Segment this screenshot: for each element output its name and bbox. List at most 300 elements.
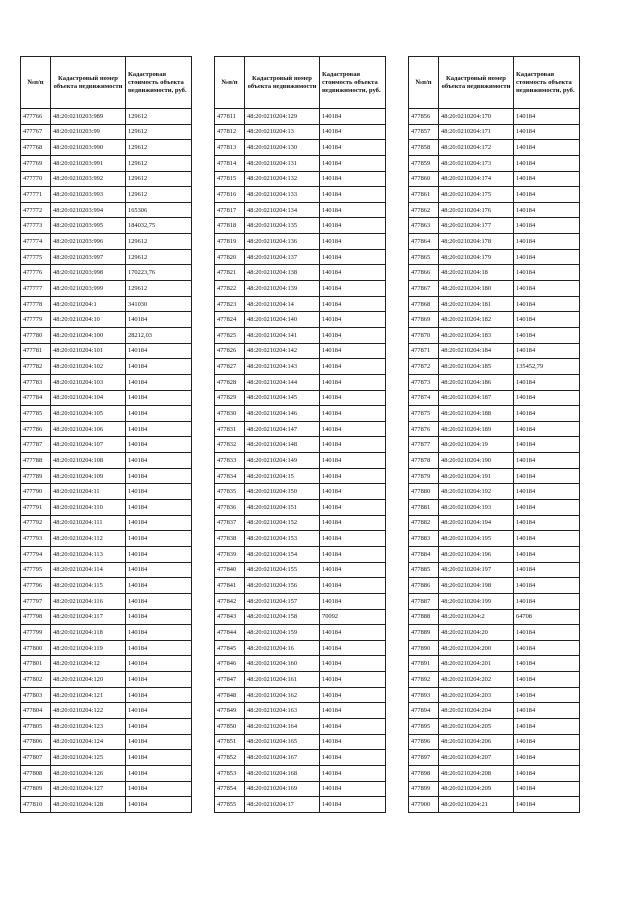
table-row [409, 578, 580, 594]
header-row [409, 57, 580, 109]
row-number: 477833 [215, 453, 245, 469]
row-number: 477841 [215, 578, 245, 594]
cadastral-number: 48:20:0210204:117 [51, 609, 126, 625]
cadastral-cost: 140184 [514, 109, 580, 125]
cadastral-number: 48:20:0210203:997 [51, 249, 126, 265]
cadastral-cost: 129612 [126, 155, 192, 171]
cadastral-number: 48:20:0210204:197 [439, 562, 514, 578]
table-row [215, 500, 386, 516]
cadastral-cost: 140184 [126, 453, 192, 469]
row-number: 477828 [215, 374, 245, 390]
cadastral-number: 48:20:0210204:180 [439, 281, 514, 297]
table-row [21, 593, 192, 609]
table-row [409, 140, 580, 156]
table-row [215, 640, 386, 656]
cadastral-number: 48:20:0210204:19 [439, 437, 514, 453]
cadastral-number: 48:20:0210204:145 [245, 390, 320, 406]
row-number: 477812 [215, 124, 245, 140]
table-row [215, 672, 386, 688]
cadastral-cost: 140184 [126, 672, 192, 688]
cadastral-cost: 140184 [320, 687, 386, 703]
cadastral-number: 48:20:0210204:162 [245, 687, 320, 703]
cadastral-cost: 140184 [126, 437, 192, 453]
table-row [409, 750, 580, 766]
cadastral-cost: 140184 [320, 468, 386, 484]
table-row [409, 359, 580, 375]
cadastral-cost: 140184 [126, 500, 192, 516]
cadastral-number: 48:20:0210204:164 [245, 718, 320, 734]
row-number: 477888 [409, 609, 439, 625]
table-row [409, 374, 580, 390]
row-number: 477767 [21, 124, 51, 140]
row-number: 477878 [409, 453, 439, 469]
row-number: 477789 [21, 468, 51, 484]
row-number: 477773 [21, 218, 51, 234]
table-row [21, 750, 192, 766]
table-row [215, 374, 386, 390]
cadastral-number: 48:20:0210204:154 [245, 546, 320, 562]
table-row [21, 171, 192, 187]
table-row [21, 155, 192, 171]
cadastral-cost: 135452,79 [514, 359, 580, 375]
table-row [215, 202, 386, 218]
cadastral-cost: 140184 [514, 531, 580, 547]
cadastral-number: 48:20:0210204:178 [439, 234, 514, 250]
cadastral-number: 48:20:0210204:167 [245, 750, 320, 766]
row-number: 477880 [409, 484, 439, 500]
cadastral-number: 48:20:0210204:203 [439, 687, 514, 703]
row-number: 477836 [215, 500, 245, 516]
row-number: 477792 [21, 515, 51, 531]
cadastral-cost: 140184 [126, 468, 192, 484]
cadastral-number: 48:20:0210204:206 [439, 734, 514, 750]
row-number: 477890 [409, 640, 439, 656]
cadastral-cost: 140184 [320, 374, 386, 390]
cadastral-number: 48:20:0210203:992 [51, 171, 126, 187]
cadastral-cost: 129612 [126, 124, 192, 140]
cadastral-cost: 140184 [320, 187, 386, 203]
row-number: 477799 [21, 625, 51, 641]
cadastral-number: 48:20:0210204:189 [439, 421, 514, 437]
table-row [409, 155, 580, 171]
table-row [215, 234, 386, 250]
cadastral-cost: 140184 [514, 765, 580, 781]
cadastral-cost: 140184 [320, 390, 386, 406]
table-row [215, 546, 386, 562]
cadastral-number: 48:20:0210204:13 [245, 124, 320, 140]
row-number: 477804 [21, 703, 51, 719]
cadastral-number: 48:20:0210204:14 [245, 296, 320, 312]
table-row [409, 468, 580, 484]
cadastral-cost: 140184 [320, 109, 386, 125]
cadastral-number: 48:20:0210204:109 [51, 468, 126, 484]
cadastral-number: 48:20:0210204:127 [51, 781, 126, 797]
table-row [215, 625, 386, 641]
cadastral-number: 48:20:0210204:205 [439, 718, 514, 734]
row-number: 477811 [215, 109, 245, 125]
cadastral-number: 48:20:0210204:174 [439, 171, 514, 187]
row-number: 477801 [21, 656, 51, 672]
cadastral-number: 48:20:0210204:20 [439, 625, 514, 641]
header-cadastral-cost: Кадастровая стоимость объекта недвижимости, руб. [126, 57, 192, 109]
cadastral-cost: 140184 [514, 781, 580, 797]
table-row [215, 343, 386, 359]
cadastral-number: 48:20:0210204:120 [51, 672, 126, 688]
table-row [21, 703, 192, 719]
cadastral-number: 48:20:0210204:116 [51, 593, 126, 609]
table-row [409, 327, 580, 343]
table-row [409, 265, 580, 281]
cadastral-cost: 140184 [514, 155, 580, 171]
row-number: 477820 [215, 249, 245, 265]
row-number: 477853 [215, 765, 245, 781]
cadastral-cost: 129612 [126, 171, 192, 187]
cadastral-cost: 140184 [126, 390, 192, 406]
cadastral-cost: 140184 [320, 437, 386, 453]
cadastral-cost: 165306 [126, 202, 192, 218]
cadastral-number: 48:20:0210204:147 [245, 421, 320, 437]
table-row [215, 797, 386, 813]
cadastral-cost: 140184 [320, 703, 386, 719]
row-number: 477837 [215, 515, 245, 531]
cadastral-number: 48:20:0210204:183 [439, 327, 514, 343]
row-number: 477813 [215, 140, 245, 156]
row-number: 477839 [215, 546, 245, 562]
cadastral-number: 48:20:0210204:2 [439, 609, 514, 625]
table-row [409, 249, 580, 265]
row-number: 477834 [215, 468, 245, 484]
table-row [21, 578, 192, 594]
row-number: 477869 [409, 312, 439, 328]
cadastral-number: 48:20:0210204:122 [51, 703, 126, 719]
cadastral-number: 48:20:0210204:175 [439, 187, 514, 203]
cadastral-cost: 140184 [514, 453, 580, 469]
cadastral-number: 48:20:0210204:137 [245, 249, 320, 265]
table-row [21, 640, 192, 656]
cadastral-cost: 140184 [514, 234, 580, 250]
cadastral-cost: 140184 [320, 578, 386, 594]
table-row [409, 406, 580, 422]
table-row [215, 531, 386, 547]
row-number: 477787 [21, 437, 51, 453]
table-row [21, 296, 192, 312]
table-row [21, 656, 192, 672]
table-row [21, 672, 192, 688]
cadastral-number: 48:20:0210203:999 [51, 281, 126, 297]
cadastral-cost: 140184 [514, 187, 580, 203]
cadastral-cost: 140184 [126, 703, 192, 719]
cadastral-cost: 129612 [126, 249, 192, 265]
row-number: 477817 [215, 202, 245, 218]
row-number: 477791 [21, 500, 51, 516]
cadastral-number: 48:20:0210204:118 [51, 625, 126, 641]
cadastral-number: 48:20:0210204:124 [51, 734, 126, 750]
cadastral-cost: 140184 [126, 484, 192, 500]
cadastral-cost: 140184 [514, 390, 580, 406]
cadastral-cost: 140184 [514, 249, 580, 265]
row-number: 477898 [409, 765, 439, 781]
row-number: 477785 [21, 406, 51, 422]
table-row [21, 531, 192, 547]
row-number: 477781 [21, 343, 51, 359]
cadastral-number: 48:20:0210204:129 [245, 109, 320, 125]
table-row [215, 218, 386, 234]
cadastral-cost: 140184 [126, 312, 192, 328]
table-row [215, 390, 386, 406]
row-number: 477879 [409, 468, 439, 484]
cadastral-cost: 140184 [514, 546, 580, 562]
cadastral-cost: 140184 [514, 640, 580, 656]
row-number: 477790 [21, 484, 51, 500]
table-row [21, 453, 192, 469]
table-row [215, 155, 386, 171]
cadastral-number: 48:20:0210204:191 [439, 468, 514, 484]
table-row [409, 593, 580, 609]
cadastral-number: 48:20:0210204:153 [245, 531, 320, 547]
table-row [21, 343, 192, 359]
cadastral-cost: 129612 [126, 281, 192, 297]
row-number: 477863 [409, 218, 439, 234]
cadastral-cost: 140184 [320, 155, 386, 171]
row-number: 477840 [215, 562, 245, 578]
cadastral-number: 48:20:0210204:171 [439, 124, 514, 140]
table-row [409, 453, 580, 469]
cadastral-cost: 140184 [514, 343, 580, 359]
cadastral-cost: 140184 [320, 281, 386, 297]
table-row [21, 124, 192, 140]
cadastral-number: 48:20:0210204:186 [439, 374, 514, 390]
cadastral-number: 48:20:0210204:170 [439, 109, 514, 125]
table-row [409, 500, 580, 516]
header-cadastral-number: Кадастровый номер объекта недвижимости [439, 57, 514, 109]
table-row [215, 578, 386, 594]
row-number: 477889 [409, 625, 439, 641]
table-row [215, 171, 386, 187]
table-row [409, 672, 580, 688]
cadastral-cost: 140184 [320, 421, 386, 437]
row-number: 477794 [21, 546, 51, 562]
table-row [409, 187, 580, 203]
table-row [21, 468, 192, 484]
row-number: 477892 [409, 672, 439, 688]
cadastral-number: 48:20:0210204:101 [51, 343, 126, 359]
table-row [21, 500, 192, 516]
table-row [215, 281, 386, 297]
row-number: 477842 [215, 593, 245, 609]
cadastral-cost: 140184 [514, 140, 580, 156]
cadastral-cost: 140184 [320, 718, 386, 734]
table-row [409, 640, 580, 656]
cadastral-cost: 140184 [126, 734, 192, 750]
cadastral-cost: 140184 [126, 781, 192, 797]
row-number: 477893 [409, 687, 439, 703]
cadastral-cost: 140184 [320, 484, 386, 500]
cadastral-number: 48:20:0210204:185 [439, 359, 514, 375]
table-row [21, 218, 192, 234]
cadastral-cost: 140184 [514, 593, 580, 609]
table-row [215, 765, 386, 781]
cadastral-number: 48:20:0210204:119 [51, 640, 126, 656]
table-row [215, 406, 386, 422]
table-row [409, 625, 580, 641]
cadastral-number: 48:20:0210204:172 [439, 140, 514, 156]
row-number: 477857 [409, 124, 439, 140]
cadastral-cost: 140184 [126, 625, 192, 641]
cadastral-cost: 140184 [514, 703, 580, 719]
cadastral-number: 48:20:0210204:157 [245, 593, 320, 609]
cadastral-number: 48:20:0210204:115 [51, 578, 126, 594]
cadastral-cost: 140184 [514, 625, 580, 641]
table-row [215, 656, 386, 672]
cadastral-number: 48:20:0210204:131 [245, 155, 320, 171]
cadastral-cost: 140184 [320, 140, 386, 156]
cadastral-number: 48:20:0210204:177 [439, 218, 514, 234]
cadastral-cost: 140184 [514, 374, 580, 390]
table-right [408, 56, 580, 813]
table-row [409, 718, 580, 734]
cadastral-cost: 28212,03 [126, 327, 192, 343]
row-number: 477886 [409, 578, 439, 594]
cadastral-number: 48:20:0210204:201 [439, 656, 514, 672]
header-cadastral-number: Кадастровый номер объекта недвижимости [51, 57, 126, 109]
cadastral-cost: 140184 [320, 562, 386, 578]
cadastral-cost: 140184 [320, 765, 386, 781]
row-number: 477847 [215, 672, 245, 688]
table-row [21, 687, 192, 703]
row-number: 477796 [21, 578, 51, 594]
cadastral-cost: 64708 [514, 609, 580, 625]
table-row [21, 281, 192, 297]
cadastral-number: 48:20:0210204:155 [245, 562, 320, 578]
cadastral-cost: 140184 [514, 202, 580, 218]
table-row [21, 234, 192, 250]
table-row [409, 546, 580, 562]
table-row [409, 562, 580, 578]
header-cadastral-cost: Кадастровая стоимость объекта недвижимости, руб. [514, 57, 580, 109]
cadastral-number: 48:20:0210204:17 [245, 797, 320, 813]
row-number: 477810 [21, 797, 51, 813]
table-row [215, 124, 386, 140]
row-number: 477835 [215, 484, 245, 500]
cadastral-number: 48:20:0210204:200 [439, 640, 514, 656]
cadastral-number: 48:20:0210204:204 [439, 703, 514, 719]
table-row [215, 296, 386, 312]
row-number: 477830 [215, 406, 245, 422]
cadastral-cost: 140184 [126, 546, 192, 562]
row-number: 477771 [21, 187, 51, 203]
table-row [215, 593, 386, 609]
cadastral-cost: 129612 [126, 140, 192, 156]
cadastral-number: 48:20:0210204:144 [245, 374, 320, 390]
cadastral-cost: 140184 [320, 797, 386, 813]
cadastral-number: 48:20:0210204:176 [439, 202, 514, 218]
cadastral-cost: 341030 [126, 296, 192, 312]
row-number: 477868 [409, 296, 439, 312]
header-cadastral-number: Кадастровый номер объекта недвижимости [245, 57, 320, 109]
cadastral-number: 48:20:0210204:139 [245, 281, 320, 297]
table-row [409, 202, 580, 218]
table-row [21, 765, 192, 781]
row-number: 477875 [409, 406, 439, 422]
cadastral-number: 48:20:0210203:994 [51, 202, 126, 218]
cadastral-cost: 140184 [514, 437, 580, 453]
table-row [409, 421, 580, 437]
cadastral-cost: 140184 [514, 672, 580, 688]
header-cadastral-cost: Кадастровая стоимость объекта недвижимости, руб. [320, 57, 386, 109]
cadastral-cost: 140184 [514, 656, 580, 672]
row-number: 477768 [21, 140, 51, 156]
header-row [21, 57, 192, 109]
table-row [21, 109, 192, 125]
cadastral-number: 48:20:0210204:150 [245, 484, 320, 500]
row-number: 477844 [215, 625, 245, 641]
row-number: 477777 [21, 281, 51, 297]
cadastral-number: 48:20:0210204:149 [245, 453, 320, 469]
cadastral-number: 48:20:0210204:12 [51, 656, 126, 672]
row-number: 477814 [215, 155, 245, 171]
cadastral-cost: 170223,76 [126, 265, 192, 281]
cadastral-number: 48:20:0210204:208 [439, 765, 514, 781]
row-number: 477807 [21, 750, 51, 766]
cadastral-number: 48:20:0210204:130 [245, 140, 320, 156]
cadastral-cost: 140184 [320, 249, 386, 265]
cadastral-cost: 140184 [514, 515, 580, 531]
cadastral-cost: 140184 [126, 750, 192, 766]
cadastral-number: 48:20:0210204:142 [245, 343, 320, 359]
row-number: 477806 [21, 734, 51, 750]
cadastral-number: 48:20:0210204:102 [51, 359, 126, 375]
cadastral-cost: 140184 [514, 578, 580, 594]
cadastral-number: 48:20:0210204:132 [245, 171, 320, 187]
cadastral-number: 48:20:0210204:187 [439, 390, 514, 406]
table-row [215, 718, 386, 734]
table-row [409, 797, 580, 813]
table-row [21, 625, 192, 641]
cadastral-cost: 140184 [320, 202, 386, 218]
table-row [215, 468, 386, 484]
cadastral-cost: 140184 [320, 625, 386, 641]
row-number: 477867 [409, 281, 439, 297]
table-row [409, 124, 580, 140]
table-row [21, 359, 192, 375]
row-number: 477860 [409, 171, 439, 187]
row-number: 477864 [409, 234, 439, 250]
cadastral-number: 48:20:0210204:1 [51, 296, 126, 312]
row-number: 477891 [409, 656, 439, 672]
cadastral-number: 48:20:0210203:991 [51, 155, 126, 171]
cadastral-number: 48:20:0210204:104 [51, 390, 126, 406]
table-row [21, 781, 192, 797]
row-number: 477797 [21, 593, 51, 609]
row-number: 477845 [215, 640, 245, 656]
cadastral-number: 48:20:0210203:993 [51, 187, 126, 203]
cadastral-cost: 140184 [126, 640, 192, 656]
cadastral-number: 48:20:0210204:188 [439, 406, 514, 422]
row-number: 477782 [21, 359, 51, 375]
table-row [215, 687, 386, 703]
row-number: 477894 [409, 703, 439, 719]
cadastral-cost: 140184 [320, 734, 386, 750]
table-row [409, 437, 580, 453]
row-number: 477816 [215, 187, 245, 203]
row-number: 477784 [21, 390, 51, 406]
cadastral-cost: 140184 [514, 218, 580, 234]
table-row [409, 171, 580, 187]
table-row [409, 734, 580, 750]
cadastral-cost: 140184 [514, 468, 580, 484]
table-row [21, 390, 192, 406]
cadastral-number: 48:20:0210204:179 [439, 249, 514, 265]
